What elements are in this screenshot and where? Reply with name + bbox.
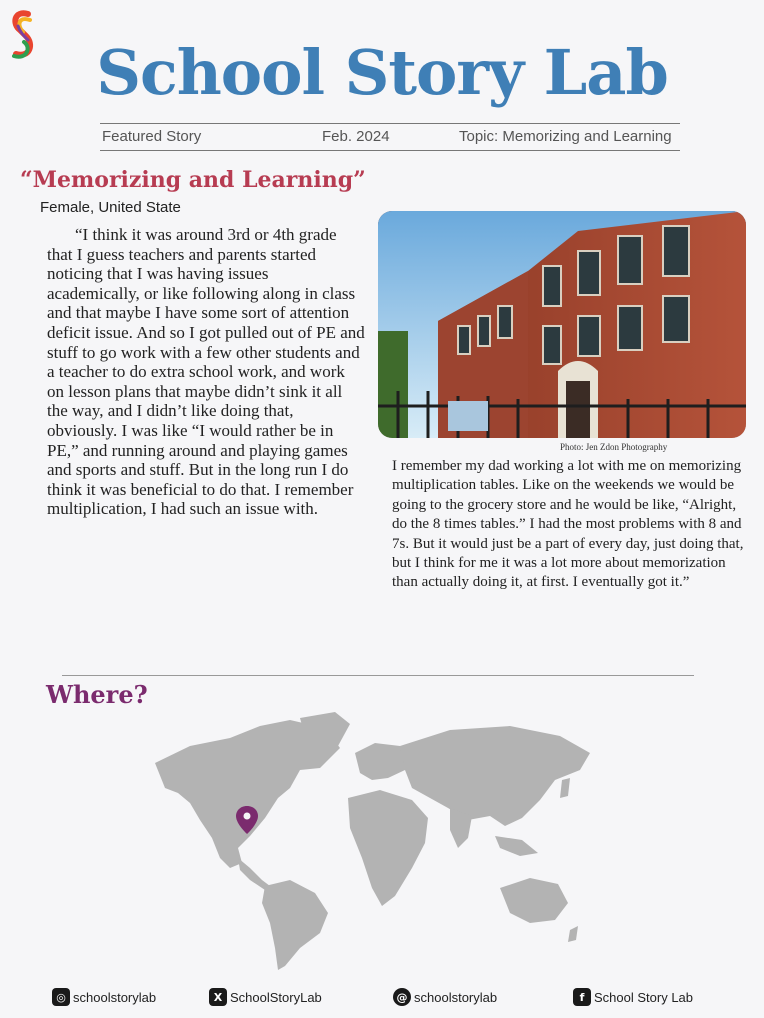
school-photo xyxy=(378,211,746,438)
facebook-icon: f xyxy=(573,988,591,1006)
facebook-link[interactable] xyxy=(573,988,693,1006)
story-byline: Female, United State xyxy=(40,199,181,216)
featured-label: Featured Story xyxy=(102,128,202,145)
header-bottom-rule xyxy=(100,150,680,151)
facebook-handle: School Story Lab xyxy=(594,989,694,1005)
x-icon: X xyxy=(209,988,227,1006)
threads-icon: @ xyxy=(393,988,411,1006)
page-title: School Story Lab xyxy=(96,36,668,109)
topic-label: Topic: Memorizing and Learning xyxy=(459,128,672,145)
issue-date: Feb. 2024 xyxy=(322,128,390,145)
threads-handle: schoolstorylab xyxy=(414,989,498,1005)
instagram-handle: schoolstorylab xyxy=(73,989,157,1005)
section-divider xyxy=(62,675,694,676)
instagram-icon: ◎ xyxy=(52,988,70,1006)
story-paragraph-continued: I remember my dad working a lot with me on memorizing multiplication tables. Like on the weekends we would be going to the grocery store and he would be like, “Alright, do the 8 times tables.” I had the most problems with 8 and 7s. But it would just be a part of every day, just doing that, but I think for me it was a lot more about memorization than actually doing it, at first. I eventually got it.” xyxy=(392,458,744,591)
story-right-column xyxy=(392,457,754,593)
story-left-column xyxy=(47,225,365,519)
x-link[interactable] xyxy=(209,988,322,1006)
photo-caption: Photo: Jen Zdon Photography xyxy=(560,442,668,452)
header-top-rule xyxy=(100,123,680,124)
story-title: “Memorizing and Learning” xyxy=(20,167,366,193)
story-paragraph: “I think it was around 3rd or 4th grade that I guess teachers and parents started noticing that I was having issues academically, or like following along in class and that maybe I have some sort of attention deficit issue. And so I got pulled out of PE and stuff to go work with a few other students and a teacher to do extra school work, and work on lesson plans that maybe didn’t sink it all the way, and I didn’t like doing that, obviously. I was like “I would rather be in PE,” and running around and playing games and sports and stuff. But in the long run I do think it was beneficial to do that. I remember multiplication, I had such an issue with. xyxy=(47,225,365,519)
where-heading: Where? xyxy=(46,680,148,709)
world-map xyxy=(150,708,600,973)
x-handle: SchoolStoryLab xyxy=(230,989,322,1005)
instagram-link[interactable] xyxy=(52,988,156,1006)
threads-link[interactable] xyxy=(393,988,497,1006)
